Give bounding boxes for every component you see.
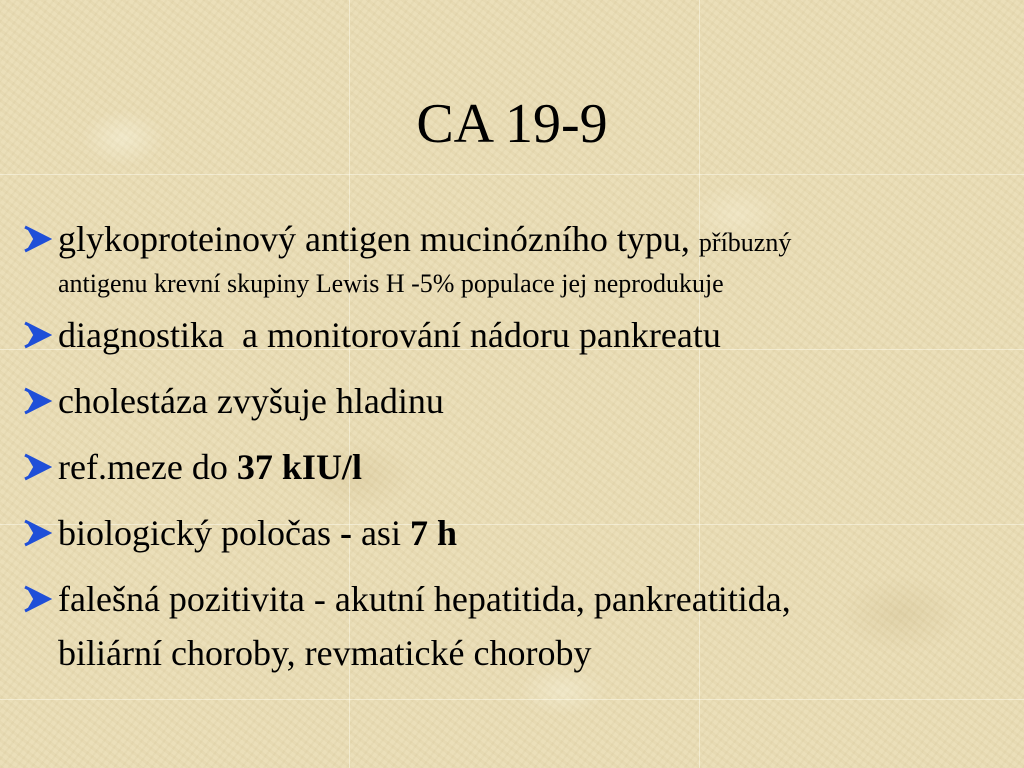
bullet-text: glykoproteinový antigen mucinózního typu, [58,219,690,259]
bullet-text: asi [351,513,410,553]
bullet-subtext: antigenu krevní skupiny Lewis H -5% populace jej neprodukuje [58,269,724,298]
texture-seam [0,174,1024,175]
bullet-text: ref.meze do [58,447,237,487]
bullet-text: biologický poločas [58,513,340,553]
bullet-item-cholestasis [22,374,1012,428]
halflife-value: 7 h [409,513,457,553]
slide-title: CA 19-9 [416,93,608,155]
dash: - [339,513,352,553]
reference-value: 37 kIU/l [236,447,362,487]
arrow-bullet-icon [22,224,52,254]
bullet-item-reference [22,440,1012,494]
bullet-list [22,212,1012,692]
bullet-item-false-positive [22,572,1012,680]
texture-seam [0,699,1024,700]
arrow-bullet-icon [22,386,52,416]
bullet-text: diagnostika a monitorování nádoru pankreatu [58,315,721,355]
bullet-item-diagnostics [22,308,1012,362]
arrow-bullet-icon [22,320,52,350]
bullet-item-antigen [22,212,1012,302]
bullet-item-halflife [22,506,1012,560]
arrow-bullet-icon [22,584,52,614]
arrow-bullet-icon [22,518,52,548]
arrow-bullet-icon [22,452,52,482]
bullet-text-line2: biliární choroby, revmatické choroby [58,633,592,673]
bullet-text: cholestáza zvyšuje hladinu [58,381,444,421]
bullet-text-small: příbuzný [698,228,792,257]
bullet-text-line1: falešná pozitivita - akutní hepatitida, pankreatitida, [58,579,791,619]
